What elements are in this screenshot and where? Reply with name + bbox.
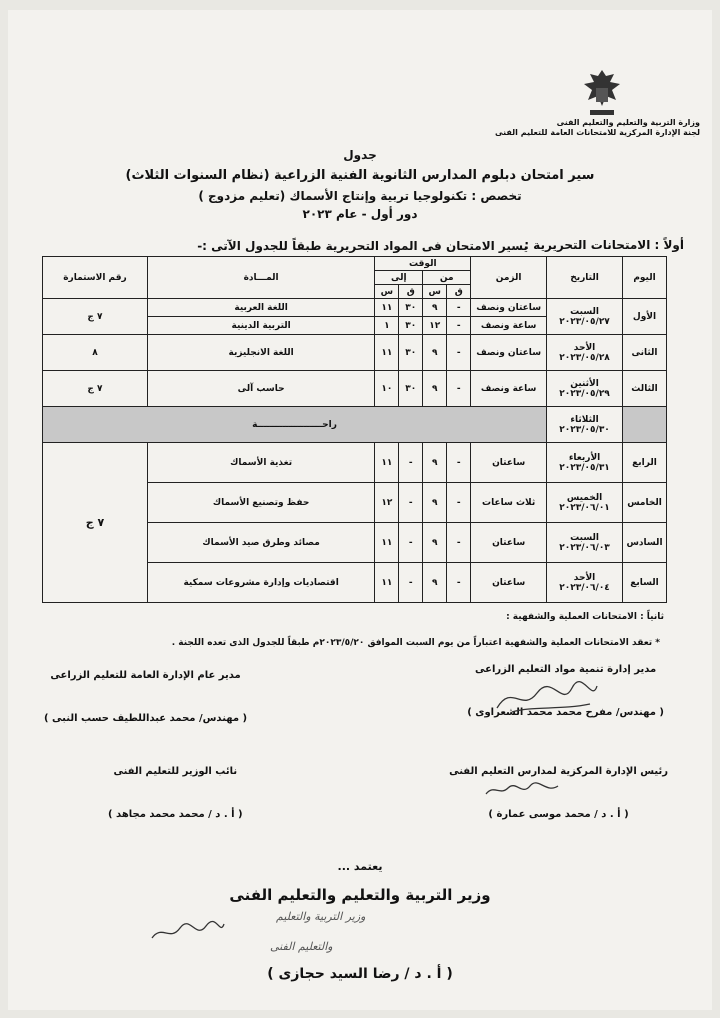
weekday: السبت bbox=[570, 306, 599, 317]
subject-cell: حاسب آلى bbox=[147, 371, 374, 407]
signature-block-2 bbox=[44, 670, 247, 724]
from-q-cell: - bbox=[447, 523, 471, 563]
header-from-q: ق bbox=[447, 285, 471, 299]
from-q-cell: - bbox=[447, 317, 471, 335]
to-s-cell: ١ bbox=[375, 317, 399, 335]
to-s-cell: ١١ bbox=[375, 335, 399, 371]
day-cell: الثانى bbox=[623, 335, 667, 371]
to-s-cell: ١٢ bbox=[375, 483, 399, 523]
signature-name: ( مهندس/ مفرح محمد محمد الشعراوى ) bbox=[467, 707, 664, 718]
title-line-1: جدول bbox=[343, 148, 377, 162]
date: ٢٠٢٣/٠٥/٢٨ bbox=[559, 352, 610, 363]
to-q-cell: ٣٠ bbox=[399, 335, 423, 371]
title-line-2: سير امتحان دبلوم المدارس الثانوية الفنية الزراعية (نظام السنوات الثلاث) bbox=[125, 168, 595, 183]
from-s-cell: ٩ bbox=[423, 371, 447, 407]
subject-cell: اللغة العربية bbox=[147, 299, 374, 317]
signature-scribble-1-icon bbox=[492, 678, 602, 718]
weekday: الأحد bbox=[573, 342, 596, 353]
header-from: من bbox=[423, 271, 471, 285]
to-s-cell: ١٠ bbox=[375, 371, 399, 407]
section1-label: أولاً : الامتحانات التحريرية : bbox=[524, 238, 684, 252]
section2-label: ثانياً : الامتحانات العملية والشفهية : bbox=[506, 612, 664, 622]
from-s-cell: ١٢ bbox=[423, 317, 447, 335]
stamp-line-1: وزير التربية والتعليم bbox=[276, 910, 366, 923]
table-row bbox=[43, 443, 667, 483]
title-line-4: دور أول - عام ٢٠٢٣ bbox=[302, 207, 418, 221]
signature-name: ( أ . د / محمد موسى عمارة ) bbox=[488, 809, 629, 820]
day-cell: السابع bbox=[623, 563, 667, 603]
date: ٢٠٢٣/٠٥/٣٠ bbox=[559, 424, 610, 435]
date: ٢٠٢٣/٠٦/٠٣ bbox=[559, 542, 610, 553]
date-cell bbox=[547, 563, 623, 603]
date-cell bbox=[547, 443, 623, 483]
date: ٢٠٢٣/٠٦/٠٤ bbox=[559, 582, 610, 593]
to-q-cell: ٣٠ bbox=[399, 299, 423, 317]
to-s-cell: ١١ bbox=[375, 563, 399, 603]
from-q-cell: - bbox=[447, 371, 471, 407]
subject-cell: حفظ وتصنيع الأسماك bbox=[147, 483, 374, 523]
from-s-cell: ٩ bbox=[423, 563, 447, 603]
title-block bbox=[8, 148, 712, 221]
header-from-s: س bbox=[423, 285, 447, 299]
title-line-3: تخصص : تكنولوجيا تربية وإنتاج الأسماك (تعليم مزدوج ) bbox=[198, 189, 522, 203]
date: ٢٠٢٣/٠٥/٢٧ bbox=[559, 316, 610, 327]
ministry-header bbox=[495, 118, 700, 138]
to-q-cell: ٣٠ bbox=[399, 317, 423, 335]
subject-cell: مصائد وطرق صيد الأسماك bbox=[147, 523, 374, 563]
to-q-cell: - bbox=[399, 483, 423, 523]
header-to-s: س bbox=[375, 285, 399, 299]
section1-text: يسير الامتحان فى المواد التحريرية طبقاً للجدول الآتى :- bbox=[197, 239, 528, 253]
from-q-cell: - bbox=[447, 299, 471, 317]
from-q-cell: - bbox=[447, 443, 471, 483]
weekday: الخميس bbox=[566, 492, 603, 503]
to-s-cell: ١١ bbox=[375, 523, 399, 563]
weekday: الأحد bbox=[573, 572, 596, 583]
date-cell bbox=[547, 483, 623, 523]
header-to: إلى bbox=[375, 271, 423, 285]
day-cell: الرابع bbox=[623, 443, 667, 483]
table-row bbox=[43, 299, 667, 317]
egypt-eagle-emblem-icon bbox=[580, 66, 624, 120]
from-s-cell: ٩ bbox=[423, 523, 447, 563]
from-s-cell: ٩ bbox=[423, 299, 447, 317]
duration-cell: ساعتان bbox=[471, 443, 547, 483]
subject-cell: التربية الدينية bbox=[147, 317, 374, 335]
to-s-cell: ١١ bbox=[375, 443, 399, 483]
date: ٢٠٢٣/٠٥/٣١ bbox=[559, 462, 610, 473]
duration-cell: ثلاث ساعات bbox=[471, 483, 547, 523]
to-q-cell: ٣٠ bbox=[399, 371, 423, 407]
table-row bbox=[43, 335, 667, 371]
duration-cell: ساعتان bbox=[471, 523, 547, 563]
day-cell: الخامس bbox=[623, 483, 667, 523]
header-date: التاريخ bbox=[547, 257, 623, 299]
duration-cell: ساعة ونصف bbox=[471, 317, 547, 335]
date-cell bbox=[547, 371, 623, 407]
date-cell bbox=[547, 523, 623, 563]
minister-name: ( أ . د / رضا السيد حجازى ) bbox=[267, 966, 453, 982]
weekday: السبت bbox=[570, 532, 599, 543]
holiday-label: راحـــــــــــــــــــــة bbox=[43, 407, 547, 443]
from-s-cell: ٩ bbox=[423, 335, 447, 371]
header-day: اليوم bbox=[623, 257, 667, 299]
from-s-cell: ٩ bbox=[423, 443, 447, 483]
weekday: الثلاثاء bbox=[570, 414, 599, 425]
to-q-cell: - bbox=[399, 443, 423, 483]
duration-cell: ساعة ونصف bbox=[471, 371, 547, 407]
from-s-cell: ٩ bbox=[423, 483, 447, 523]
header-to-q: ق bbox=[399, 285, 423, 299]
exam-schedule-table bbox=[42, 256, 667, 603]
duration-cell: ساعتان ونصف bbox=[471, 335, 547, 371]
date: ٢٠٢٣/٠٦/٠١ bbox=[559, 502, 610, 513]
day-cell bbox=[623, 407, 667, 443]
day-cell: السادس bbox=[623, 523, 667, 563]
weekday: الأربعاء bbox=[568, 452, 601, 463]
from-q-cell: - bbox=[447, 563, 471, 603]
approval-label: يعتمد ... bbox=[337, 860, 383, 873]
to-q-cell: - bbox=[399, 523, 423, 563]
day-cell: الأول bbox=[623, 299, 667, 335]
form-cell: ٧ ج bbox=[43, 299, 148, 335]
subject-cell: اقتصاديات وإدارة مشروعات سمكية bbox=[147, 563, 374, 603]
subject-cell: اللغة الانجليزية bbox=[147, 335, 374, 371]
signature-name: ( مهندس/ محمد عبداللطيف حسب النبى ) bbox=[44, 713, 248, 724]
date-cell bbox=[547, 407, 623, 443]
form-cell: ٧ ج bbox=[43, 371, 148, 407]
signature-role: رئيس الإدارة المركزية لمدارس التعليم الفنى bbox=[449, 766, 668, 777]
signature-role: نائب الوزير للتعليم الفنى bbox=[113, 766, 238, 777]
duration-cell: ساعتان ونصف bbox=[471, 299, 547, 317]
subject-cell: تغذية الأسماك bbox=[147, 443, 374, 483]
signature-scribble-3-icon bbox=[482, 780, 562, 800]
signature-role: مدير إدارة تنمية مواد التعليم الزراعى bbox=[475, 664, 657, 675]
header-form: رقم الاستمارة bbox=[43, 257, 148, 299]
weekday: الأثنين bbox=[570, 378, 599, 389]
day-cell: الثالث bbox=[623, 371, 667, 407]
from-q-cell: - bbox=[447, 335, 471, 371]
minister-signature-icon bbox=[148, 918, 228, 948]
stamp-line-2: والتعليم الفنى bbox=[270, 940, 333, 953]
ministry-line-2: لجنة الإدارة المركزية للامتحانات العامة للتعليم الفنى bbox=[495, 128, 700, 137]
table-row bbox=[43, 371, 667, 407]
header-subject: المـــادة bbox=[147, 257, 374, 299]
signature-role: مدير عام الإدارة العامة للتعليم الزراعى bbox=[50, 670, 241, 681]
document-page bbox=[8, 10, 712, 1010]
signature-name: ( أ . د / محمد محمد مجاهد ) bbox=[108, 809, 243, 820]
to-s-cell: ١١ bbox=[375, 299, 399, 317]
to-q-cell: - bbox=[399, 563, 423, 603]
section2-note: * تعقد الامتحانات العملية والشفهية اعتباراً من يوم السبت الموافق ٢٠٢٣/٥/٢٠م طبقاً للجدول الذى تعده اللجنة . bbox=[171, 638, 660, 648]
form-cell: ٨ bbox=[43, 335, 148, 371]
date-cell bbox=[547, 335, 623, 371]
minister-title: وزير التربية والتعليم والتعليم الفنى bbox=[229, 886, 491, 904]
form-cell-group: ٧ ج bbox=[43, 443, 148, 603]
duration-cell: ساعتان bbox=[471, 563, 547, 603]
header-duration: الزمن bbox=[471, 257, 547, 299]
date: ٢٠٢٣/٠٥/٢٩ bbox=[559, 388, 610, 399]
table-row-holiday bbox=[43, 407, 667, 443]
date-cell bbox=[547, 299, 623, 335]
signature-block-4 bbox=[108, 766, 243, 820]
header-time: الوقت bbox=[375, 257, 471, 271]
ministry-line-1: وزارة التربية والتعليم والتعليم الفنى bbox=[556, 118, 700, 127]
from-q-cell: - bbox=[447, 483, 471, 523]
